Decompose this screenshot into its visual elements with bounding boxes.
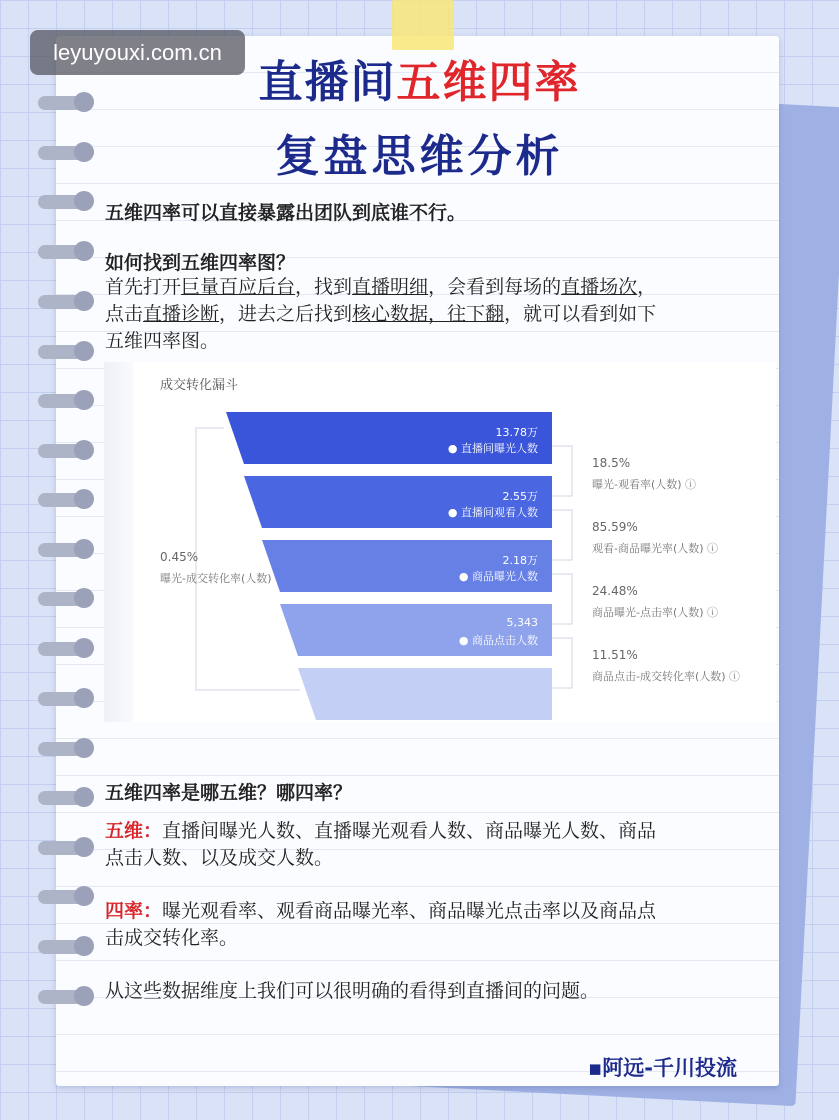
section2-heading: 五维四率是哪五维？哪四率？ xyxy=(105,782,353,804)
step-rate-value: 85.59% xyxy=(592,520,638,534)
underlined-term: 巨量百应后台 xyxy=(181,276,296,298)
author-footer: ▪阿远-千川投流 xyxy=(588,1056,737,1080)
funnel-stage-label: ● 商品曝光人数 xyxy=(458,570,538,583)
chart-title: 成交转化漏斗 xyxy=(160,378,239,393)
watermark-badge: leyuyouxi.com.cn xyxy=(30,30,245,75)
five-dims-line2: 点击人数、以及成交人数。 xyxy=(105,847,334,869)
text-span: ，找到 xyxy=(295,276,353,298)
text-span: ， xyxy=(637,276,657,298)
text-span: ，就可以看到如下 xyxy=(504,303,657,325)
text-span: ，会看到每场的 xyxy=(428,276,562,298)
funnel-stage-label: ● 直播间观看人数 xyxy=(447,506,538,519)
intro-text: 五维四率可以直接暴露出团队到底谁不行。 xyxy=(105,202,467,224)
four-rates-line1 xyxy=(105,898,656,925)
step-rate-value: 18.5% xyxy=(592,456,631,470)
step-rate-value: 24.48% xyxy=(592,584,638,598)
funnel-stage-value: 5,343 xyxy=(506,616,538,629)
five-dims-label: 五维： xyxy=(105,820,163,842)
section1-heading: 如何找到五维四率图？ xyxy=(105,252,296,274)
step-rate-label: 曝光-观看率(人数) ⓘ xyxy=(592,478,697,491)
funnel-stage-label: ● 商品点击人数 xyxy=(458,634,538,647)
five-dims-line1 xyxy=(105,818,656,845)
text-span: 点击 xyxy=(105,303,144,325)
text-span: 首先打开 xyxy=(105,276,182,298)
underlined-term: 直播场次 xyxy=(561,276,638,298)
funnel-stage-value: 2.18万 xyxy=(502,554,538,567)
overall-rate-value: 0.45% xyxy=(160,550,199,564)
page-subtitle: 复盘思维分析 xyxy=(275,131,564,182)
step-rate-label: 商品点击-成交转化率(人数) ⓘ xyxy=(592,670,741,683)
text-span: ，进去之后找到 xyxy=(219,303,353,325)
step-rate-label: 观看-商品曝光率(人数) ⓘ xyxy=(592,542,719,555)
step-rate-label: 商品曝光-点击率(人数) ⓘ xyxy=(592,606,719,619)
funnel-stage-value: 13.78万 xyxy=(495,426,538,439)
funnel-stage-value: 2.55万 xyxy=(502,490,538,503)
section1-line3: 五维四率图。 xyxy=(105,330,220,352)
conclusion-text: 从这些数据维度上我们可以很明确的看得到直播间的问题。 xyxy=(105,980,600,1002)
underlined-term: 核心数据，往下翻 xyxy=(352,303,505,325)
funnel-stage-label: ● 直播间曝光人数 xyxy=(447,442,538,455)
step-rate-value: 11.51% xyxy=(592,648,638,662)
title-part-red: 五维四率 xyxy=(396,57,581,108)
underlined-term: 直播明细 xyxy=(352,276,429,298)
four-rates-line2: 击成交转化率。 xyxy=(105,927,239,949)
underlined-term: 直播诊断 xyxy=(143,303,220,325)
text-span: 曝光观看率、观看商品曝光率、商品曝光点击率以及商品点 xyxy=(162,900,657,922)
funnel-stage-shape xyxy=(298,668,552,720)
text-span: 直播间曝光人数、直播曝光观看人数、商品曝光人数、商品 xyxy=(162,820,657,842)
title-part-blue: 直播间 xyxy=(258,57,397,108)
four-rates-label: 四率： xyxy=(105,900,163,922)
overall-rate-label: 曝光-成交转化率(人数) xyxy=(160,572,272,585)
